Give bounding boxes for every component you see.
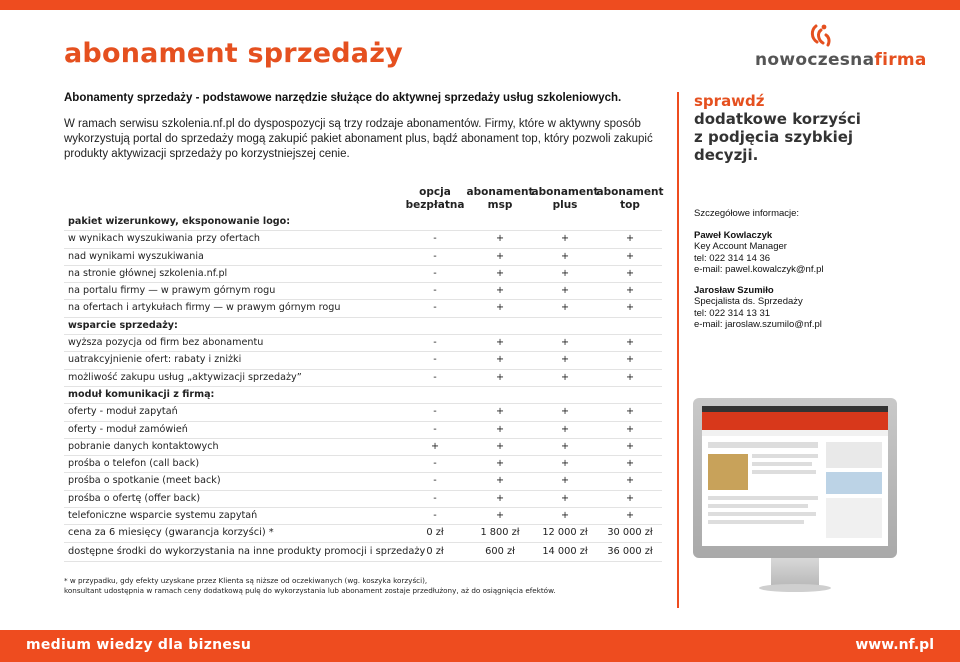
- row-cell: -: [433, 406, 437, 418]
- contact-heading: Szczegółowe informacje:: [694, 208, 800, 219]
- row-cell: +: [495, 354, 505, 366]
- row-cell: +: [495, 250, 505, 262]
- price-cell: 0 zł: [426, 546, 444, 557]
- page-title: abonament sprzedaży: [64, 38, 403, 69]
- row-label: na stronie głównej szkolenia.nf.pl: [68, 267, 228, 279]
- contact-person: [694, 285, 894, 331]
- contact-role: Key Account Manager: [694, 241, 787, 252]
- row-cell: +: [495, 267, 505, 279]
- row-label: uatrakcyjnienie ofert: rabaty i zniżki: [68, 354, 242, 366]
- row-label: prośba o ofertę (offer back): [68, 492, 201, 504]
- row-cell: -: [433, 458, 437, 470]
- row-cell: +: [560, 250, 570, 262]
- table-row: [64, 266, 662, 283]
- row-label: pobranie danych kontaktowych: [68, 440, 219, 452]
- row-label: pakiet wizerunkowy, eksponowanie logo:: [68, 216, 291, 227]
- row-cell: +: [625, 492, 635, 504]
- footnote: [64, 576, 664, 596]
- column-header-free: opcja bezpłatna: [405, 186, 465, 211]
- row-label: telefoniczne wsparcie systemu zapytań: [68, 510, 258, 522]
- table-header: [64, 184, 662, 214]
- row-cell: +: [560, 285, 570, 297]
- row-label: możliwość zakupu usług „aktywizacji sprzedaży”: [68, 371, 302, 383]
- top-accent-bar: [0, 0, 960, 10]
- row-cell: -: [433, 250, 437, 262]
- price-cell: 600 zł: [485, 546, 515, 557]
- price-label: cena za 6 miesięcy (gwarancja korzyści) *: [68, 527, 274, 538]
- row-cell: +: [625, 233, 635, 245]
- row-cell: +: [560, 458, 570, 470]
- column-header-plus: abonament plus: [531, 186, 599, 211]
- logo-text-part1: nowoczesna: [755, 50, 875, 70]
- contact-phone: tel: 022 314 14 36: [694, 252, 771, 264]
- price-row: [64, 524, 662, 543]
- row-cell: -: [433, 510, 437, 522]
- row-label: prośba o telefon (call back): [68, 458, 200, 470]
- column-header-msp: abonament msp: [466, 186, 534, 211]
- row-cell: +: [560, 510, 570, 522]
- contact-name: Jarosław Szumiło: [694, 284, 774, 296]
- row-cell: -: [433, 233, 437, 245]
- table-row: [64, 422, 662, 439]
- row-cell: +: [560, 302, 570, 314]
- promo-line-2: dodatkowe korzyści: [694, 110, 861, 128]
- row-cell: -: [433, 354, 437, 366]
- price-cell: 36 000 zł: [607, 546, 653, 557]
- table-row: [64, 439, 662, 456]
- row-label: wsparcie sprzedaży:: [68, 319, 178, 331]
- row-cell: +: [560, 233, 570, 245]
- row-cell: +: [625, 440, 635, 452]
- row-cell: +: [625, 354, 635, 366]
- price-cell: 0 zł: [426, 527, 444, 538]
- price-row: [64, 543, 662, 562]
- row-cell: +: [495, 492, 505, 504]
- comparison-table: [64, 184, 662, 525]
- table-row: [64, 352, 662, 369]
- row-label: prośba o spotkanie (meet back): [68, 475, 221, 487]
- row-cell: +: [495, 440, 505, 452]
- price-cell: 12 000 zł: [542, 527, 588, 538]
- row-cell: -: [433, 302, 437, 314]
- row-cell: +: [625, 285, 635, 297]
- row-cell: +: [495, 458, 505, 470]
- row-cell: -: [433, 285, 437, 297]
- price-cell: 30 000 zł: [607, 527, 653, 538]
- footnote-line-1: * w przypadku, gdy efekty uzyskane przez Klienta są niższe od oczekiwanych (wg. koszyka korzyści),: [64, 576, 428, 585]
- table-section-row: [64, 214, 662, 231]
- row-cell: +: [560, 337, 570, 349]
- monitor-frame: [693, 398, 897, 558]
- table-row: [64, 283, 662, 300]
- row-cell: +: [495, 475, 505, 487]
- row-cell: +: [495, 371, 505, 383]
- row-cell: +: [625, 423, 635, 435]
- row-label: oferty - moduł zapytań: [68, 406, 178, 418]
- row-cell: +: [495, 233, 505, 245]
- price-body: [64, 524, 662, 562]
- row-cell: -: [433, 337, 437, 349]
- contact-info: [694, 208, 894, 340]
- table-body: [64, 214, 662, 525]
- table-row: [64, 491, 662, 508]
- intro-headline: Abonamenty sprzedaży - podstawowe narzędzie służące do aktywnej sprzedaży usług szkoleniowych.: [64, 92, 622, 104]
- logo-text: [755, 50, 927, 70]
- footer-slogan: medium wiedzy dla biznesu: [26, 637, 252, 653]
- promo-box: [694, 92, 894, 164]
- footer-bar: [0, 630, 960, 662]
- vertical-divider: [677, 92, 679, 608]
- row-cell: +: [625, 510, 635, 522]
- price-label: dostępne środki do wykorzystania na inne produkty promocji i sprzedaży: [68, 546, 426, 557]
- column-header-top: abonament top: [596, 186, 664, 211]
- table-row: [64, 508, 662, 525]
- table-row: [64, 456, 662, 473]
- table-row: [64, 231, 662, 248]
- row-cell: +: [625, 267, 635, 279]
- price-cell: 14 000 zł: [542, 546, 588, 557]
- intro-paragraph: W ramach serwisu szkolenia.nf.pl do dyspospozycji są trzy rodzaje abonamentów. Firmy, które w aktywny sposób wykorzystują portal do sprzedaży mogą zakupić pakiet abonament plus, bądź abonament top, który pozwoli zakupić produkty aktywizacji sprzedaży po korzystniejszej cenie.: [64, 118, 653, 160]
- row-cell: +: [560, 492, 570, 504]
- row-cell: +: [625, 371, 635, 383]
- row-cell: +: [495, 285, 505, 297]
- contact-email[interactable]: e-mail: pawel.kowalczyk@nf.pl: [694, 264, 824, 275]
- row-cell: -: [433, 267, 437, 279]
- row-cell: -: [433, 423, 437, 435]
- row-cell: +: [560, 423, 570, 435]
- row-cell: +: [560, 440, 570, 452]
- table-row: [64, 335, 662, 352]
- row-cell: +: [560, 371, 570, 383]
- row-cell: +: [625, 337, 635, 349]
- row-cell: +: [625, 475, 635, 487]
- row-label: na portalu firmy — w prawym górnym rogu: [68, 285, 276, 297]
- contact-email[interactable]: e-mail: jaroslaw.szumilo@nf.pl: [694, 319, 822, 330]
- footer-site-link[interactable]: www.nf.pl: [855, 637, 934, 653]
- promo-line-4: decyzji.: [694, 146, 759, 164]
- row-cell: +: [625, 458, 635, 470]
- contact-phone: tel: 022 314 13 31: [694, 307, 771, 319]
- row-cell: +: [495, 406, 505, 418]
- brand-logo[interactable]: [755, 22, 927, 72]
- table-row: [64, 473, 662, 490]
- row-cell: -: [433, 475, 437, 487]
- row-cell: -: [433, 371, 437, 383]
- contact-role: Specjalista ds. Sprzedaży: [694, 296, 803, 307]
- table-section-row: [64, 318, 662, 335]
- monitor-stand: [771, 558, 819, 586]
- row-cell: +: [560, 267, 570, 279]
- row-label: moduł komunikacji z firmą:: [68, 388, 215, 400]
- table-row: [64, 370, 662, 387]
- table-row: [64, 404, 662, 421]
- row-label: wyższa pozycja od firm bez abonamentu: [68, 337, 264, 349]
- promo-line-3: z podjęcia szybkiej: [694, 128, 854, 146]
- row-label: na ofertach i artykułach firmy — w prawym górnym rogu: [68, 302, 341, 314]
- row-cell: +: [560, 406, 570, 418]
- contact-person: [694, 230, 894, 276]
- row-label: oferty - moduł zamówień: [68, 423, 188, 435]
- logo-mark-icon: [807, 22, 837, 50]
- row-label: w wynikach wyszukiwania przy ofertach: [68, 233, 260, 245]
- table-row: [64, 300, 662, 317]
- promo-line-1: sprawdź: [694, 92, 765, 110]
- row-cell: +: [625, 250, 635, 262]
- row-cell: +: [495, 510, 505, 522]
- price-table: [64, 524, 662, 562]
- monitor-screen: [702, 406, 888, 546]
- price-cell: 1 800 zł: [480, 527, 520, 538]
- monitor-base: [759, 584, 831, 592]
- row-cell: +: [430, 440, 440, 452]
- row-cell: +: [495, 337, 505, 349]
- row-cell: +: [625, 302, 635, 314]
- row-cell: -: [433, 492, 437, 504]
- footnote-line-2: konsultant udostępnia w ramach ceny dodatkową pulę do wykorzystania lub abonament zostaje przedłużony, aż do osiągnięcia efektów.: [64, 586, 556, 595]
- logo-text-part2: firma: [874, 50, 927, 70]
- row-cell: +: [495, 423, 505, 435]
- monitor-illustration: [693, 398, 897, 602]
- contact-name: Paweł Kowlaczyk: [694, 229, 773, 241]
- table-row: [64, 249, 662, 266]
- row-cell: +: [560, 354, 570, 366]
- row-cell: +: [560, 475, 570, 487]
- table-section-row: [64, 387, 662, 404]
- row-cell: +: [495, 302, 505, 314]
- row-cell: +: [625, 406, 635, 418]
- row-label: nad wynikami wyszukiwania: [68, 250, 204, 262]
